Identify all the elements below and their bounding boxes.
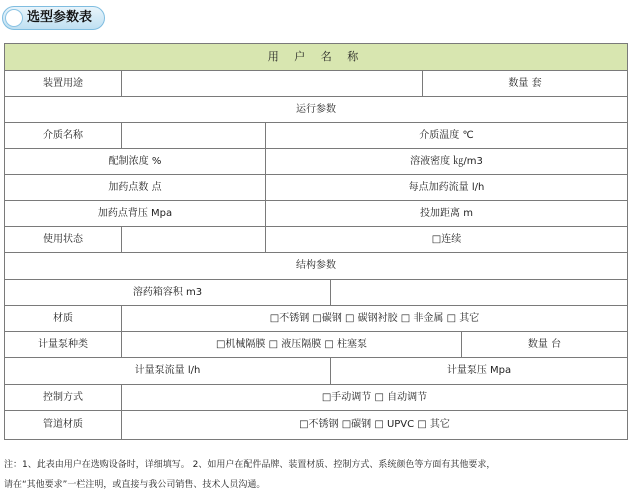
customer-name-header: 用 户 名 称 <box>5 44 627 71</box>
device-usage-label: 装置用途 <box>5 71 122 97</box>
concentration-field[interactable]: 配制浓度 % <box>5 149 266 175</box>
footnote-line-2: 请在“其他要求”一栏注明，或直接与我公司销售、技术人员沟通。 <box>4 480 266 490</box>
usage-state-value[interactable] <box>122 227 266 253</box>
solution-density-field[interactable]: 溶液密度 ㎏/m3 <box>266 149 627 175</box>
page-title: 选型参数表 <box>27 10 93 25</box>
dosing-points-field[interactable]: 加药点数 点 <box>5 175 266 201</box>
control-mode-options[interactable]: □手动调节 □ 自动调节 <box>122 385 627 411</box>
control-mode-label: 控制方式 <box>5 385 122 411</box>
footnote-line-1: 注：1、此表由用户在选购设备时，详细填写。 2、如用户在配件品牌、装置材质、控制方式、系统颜色等方面有其他要求， <box>4 460 496 470</box>
pipe-material-label: 管道材质 <box>5 411 122 439</box>
pipe-material-options[interactable]: □不锈钢 □碳钢 □ UPVC □ 其它 <box>299 419 450 430</box>
material-options[interactable]: □不锈钢 □碳钢 □ 碳钢衬胶 □ 非金属 □ 其它 <box>122 306 627 332</box>
pump-type-label: 计量泵种类 <box>5 332 122 358</box>
flow-per-point-field[interactable]: 每点加药流量 l/h <box>266 175 627 201</box>
continuous-checkbox[interactable]: □连续 <box>266 227 627 253</box>
tank-volume-extra[interactable] <box>331 280 627 306</box>
tank-volume-field[interactable]: 溶药箱容积 m3 <box>5 280 331 306</box>
section-operating-params: 运行参数 <box>5 97 627 123</box>
pump-pressure-field[interactable]: 计量泵压 Mpa <box>331 358 627 385</box>
quantity-set-field[interactable]: 数量 套 <box>423 71 627 97</box>
medium-name-label: 介质名称 <box>5 123 122 149</box>
title-banner <box>2 6 105 30</box>
pump-type-options[interactable]: □机械隔膜 □ 液压隔膜 □ 柱塞泵 <box>122 332 462 358</box>
back-pressure-field[interactable]: 加药点背压 Mpa <box>5 201 266 227</box>
medium-temperature-field[interactable]: 介质温度 ℃ <box>266 123 627 149</box>
selection-parameter-table <box>4 43 628 440</box>
device-usage-value[interactable] <box>122 71 423 97</box>
material-label: 材质 <box>5 306 122 332</box>
pump-flow-field[interactable]: 计量泵流量 l/h <box>5 358 331 385</box>
medium-name-value[interactable] <box>122 123 266 149</box>
section-structure-params: 结构参数 <box>5 253 627 280</box>
title-circle-icon <box>5 9 23 27</box>
usage-state-label: 使用状态 <box>5 227 122 253</box>
pump-quantity-field[interactable]: 数量 台 <box>462 332 627 358</box>
dosing-distance-field[interactable]: 投加距离 m <box>266 201 627 227</box>
